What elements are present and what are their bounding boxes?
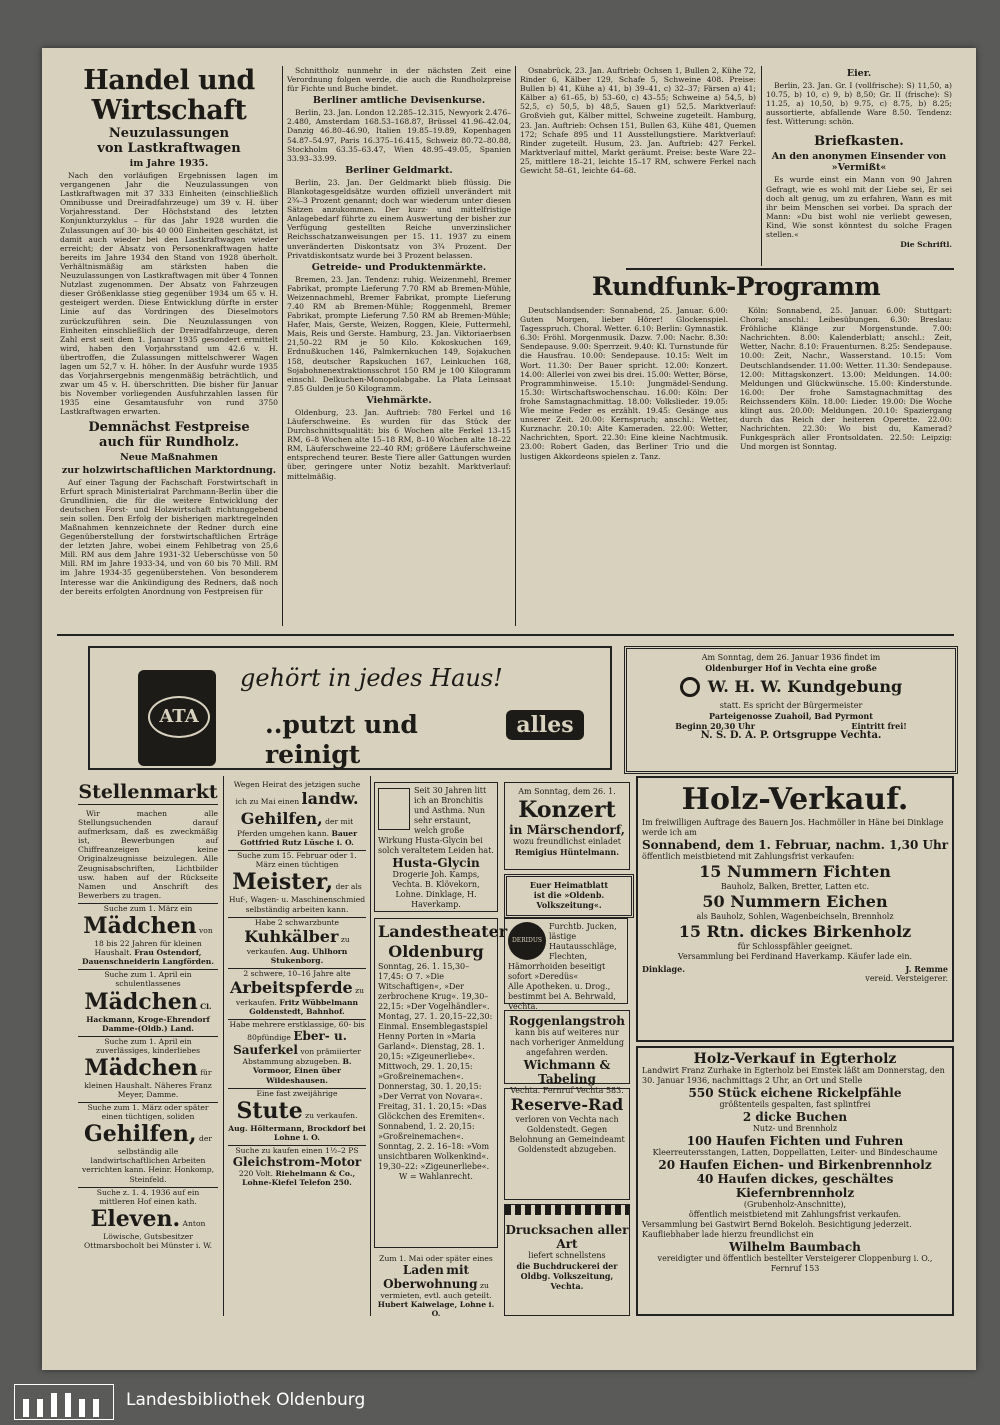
article-body: Es wurde einst ein Mann von 90 Jahren Gefragt, wie es wohl mit der Liebe sei, Er sei doch alt genug, um zu erfahren, Wann es mit ihr beim Menschen sei vorbei. Da sprach der Mann: »Du bist wohl nie verliebt gewesen, Kind, Wie sonst könntest du solche Fragen stellen.« — [766, 175, 952, 240]
ad-text: Drogerie Joh. Kamps, Vechta. B. Klövekorn, Lohne. Dinklage, H. Haverkamp. — [392, 870, 480, 909]
article-subheadline: Neue Maßnahmen — [120, 451, 218, 463]
ad-text: Suche zum 15. Februar oder 1. März einen tüchtigen — [237, 851, 357, 870]
radio-column-right — [740, 306, 952, 628]
ad-text: ist die »Oldenb. Volkszeitung«. — [533, 890, 605, 910]
ad-headline: Sonnabend, dem 1. Februar, nachm. 1,30 Uhr — [642, 838, 949, 852]
ad-text: Nutz- und Brennholz — [752, 1124, 838, 1133]
ad-text: kann bis auf weiteres nur nach vorheriger Anmeldung angefahren werden. — [509, 1028, 625, 1057]
article-body: Bremen, 23. Jan. Tendenz: ruhig. Weizenmehl, Bremer Fabrikat, prompte Lieferung 7.70 RM ab Bremen-Mühle, Weizennachmehl, Bremer Fabrikat, prompte Lieferung 7.40 RM ab Bremen-Mühle; Roggenmehl, Bremer Fabrikat, prompte Lieferung 7.50 RM ab Bremen-Mühle; Hafer, Mais, Gerste, Weizen, Roggen, Kleie, Futtermehl, Mais, Reis und Gerste. Hamburg, 23. Jan. Viktoriaerbsen 21,50–22 RM je 50 Kilo. Kokoskuchen 169, Erdnußkuchen 146, Palmkernkuchen 149, Sojakuchen 158, deutscher Rapskuchen 167, Leinkuchen 168, Sojabohnenextraktionsschrot 150 RM je 100 Kilogramm einschl. Delkuchen-Monopolabgabe. La Plata Leinsaat 7.85 Gulden je 50 Kilogramm. — [287, 274, 511, 393]
ad-headline: Eber- u. Sauferkel — [233, 1029, 347, 1058]
ad-text: (Grubenholz-Anschnitte), — [743, 1200, 847, 1209]
section-rule — [626, 268, 954, 270]
decorative-border-icon — [505, 1205, 629, 1215]
ad-text: Habe 2 schwarzbunte — [254, 917, 340, 927]
ad-headline: Eleven. — [90, 1205, 181, 1232]
ad-text: öffentlich meistbietend mit Zahlungsfrist verkaufen. — [688, 1210, 902, 1219]
ad-text: Anton Löwische, Gutsbesitzer Ottmarsbocholt bei Münster i. W. — [83, 1218, 212, 1250]
ad-text: N. S. D. A. P. Ortsgruppe Vechta. — [700, 730, 882, 741]
ad-text: statt. Es spricht der Bürgermeister — [719, 701, 863, 710]
article-body: Berlin, 23. Jan. Gr. I (vollfrische): S) 11,50, a) 10.75, b) 10, c) 9, b) 8,50; Gr. II (frische): S) 11.25, a) 10,50, b) 9.75, c) 8.75, b) 8.25; aussortierte, abfallende Ware 8.50. Tendenz: fest. Witterung: schön. — [766, 81, 952, 127]
article-body: Berlin, 23. Jan. Der Geldmarkt blieb flüssig. Die Blankotagesgeldsätze wurden offiziell unverändert mit 2¾–3 Prozent genannt; doch war wiederum unter diesen Sätzen anzukommen. Der kurz- und mittelfristige Anlagebedarf führte zu einem Auswertung der bisher zur Verfügung gestellten Reiche unverzinslicher Reichsschatzanweisungen per 15. 11. 1937 zu einem unveränderten Diskontsatz von 3¾ Prozent. Der Privatdiskontsatz wurde bei 3 Prozent belassen. — [287, 177, 511, 260]
timber-sale-ad — [636, 776, 954, 1042]
ad-text: für Schlosspfähler geeignet. — [737, 942, 853, 951]
ad-title: Holz-Verkauf in Egterholz — [693, 1051, 897, 1067]
article-headline: Demnächst Festpreise — [88, 419, 250, 435]
ad-headline: Roggenlangstroh — [509, 1014, 625, 1028]
ad-text: Versammlung bei Ferdinand Haverkamp. Käufer lade ein. — [677, 952, 913, 961]
ad-headline: Wichmann & Tabeling — [523, 1058, 611, 1086]
ad-text: der als Huf-, Wagen- u. Maschinenschmied selbständig arbeiten kann. — [228, 882, 366, 914]
ad-text: Frau Ostendorf, Dauenschneiderin Langförden. — [82, 948, 214, 967]
ad-text: Suche zum 1. März oder später einen tüchtigen, soliden — [87, 1103, 209, 1122]
shop-rental-ad — [374, 1254, 498, 1318]
ad-text: für kleinen Haushalt. Näheres Franz Meyer, Damme. — [84, 1067, 212, 1099]
ad-text: Vechta. Fernruf Vechta 583. — [510, 1086, 624, 1095]
ad-text: zu verkaufen. — [235, 986, 365, 1008]
ad-headline: 2 dicke Buchen — [742, 1110, 848, 1124]
section-title: Handel und Wirtschaft — [83, 65, 255, 126]
article-body: Deutschlandsender: Sonnabend, 25. Januar. 6.00: Guten Morgen, lieber Hörer! Glockenspiel. Tagesspruch. Choral. Wetter. 6.10: Berlin: Gymnastik. 6.30: Fröhl. Morgenmusik. Dazw. 7.00: Nachr. 8.30: Sendepause. 9.00: Sperrzeit. 9.40: Kl. Turnstunde für die Hausfrau. 10.00: Sendepause. 10.15: Welt im Wort. 11.30: Der Bauer spricht. 12.00: Konzert. 14.00: Allerlei von zwei bis drei. 15.00: Wetter, Börse, Programmhinweise. 15.10: Jungmädel-Sendung. 15.30: Wirtschaftswochenschau. 16.00: Köln: Der frohe Samstagnachmittag. 18.00: Volkslieder. 19.05: Wie meine Feder es erzählt. 19.45: Gesänge aus unserer Zeit. 20.00: Kernspruch; anschl.: Wetter, Kurznachr. 20.10: Alte Kameraden. 22.00: Wetter, Nachrichten, Sport. 22.30: Eine kleine Nachtmusik. 23.00: Robert Gaden, das Berliner Trio und die lustigen Akkordeons spielen z. Tanz. — [520, 306, 728, 461]
ad-text: Oldenburger Hof in Vechta eine große — [705, 663, 877, 673]
ata-brand: ATA — [148, 696, 210, 738]
timber-sale-egterholz-ad — [636, 1046, 954, 1316]
library-footer — [0, 1378, 1000, 1425]
ata-slogan: gehört in jedes Haus! — [240, 664, 503, 692]
deridus-logo-icon: DERIDUS — [508, 922, 546, 960]
ad-headline: Laden — [402, 1263, 444, 1278]
ad-title: Holz-Verkauf. — [681, 782, 909, 817]
ad-headline: Meister, — [232, 869, 334, 896]
ad-text: zu verkaufen. — [246, 934, 350, 956]
ad-text: von 18 bis 22 Jahren für kleinen Haushalt. — [94, 926, 213, 958]
ad-text: Alle Apotheken. u. Drog., bestimmt bei A. Behrwald, Vechta. — [508, 982, 616, 1011]
ad-text: Bauer Gottfried Rutz Lüsche i. O. — [240, 829, 358, 848]
article-subheadline: im Jahre 1935. — [129, 158, 209, 169]
ata-slogan-badge: alles — [506, 710, 584, 740]
ad-headline: Husta-Glycin — [392, 856, 480, 870]
ad-text: Euer Heimatblatt — [529, 880, 609, 890]
ad-text: Remigius Hüntelmann. — [514, 847, 620, 857]
job-market-column — [78, 780, 218, 1320]
theater-ad — [374, 918, 508, 1248]
ad-text: Fritz Wübbelmann Goldenstedt, Bahnhof. — [249, 998, 359, 1017]
ad-text: Suche zum 1. März ein — [103, 903, 193, 913]
ad-text: Wegen Heirat des jetzigen suche ich zu Mai einen — [233, 780, 361, 807]
ad-text: größtenteils gespalten, fast splintfrei — [719, 1100, 871, 1109]
printing-ad — [504, 1204, 630, 1316]
ad-headline: mit Oberwohnung — [383, 1263, 478, 1292]
ad-text: 220 Volt. — [238, 1168, 274, 1178]
ad-headline: Stute — [236, 1097, 303, 1124]
column-rule — [761, 66, 762, 266]
ad-headline: Drucksachen aller Art — [505, 1223, 629, 1251]
ad-text: Habe mehrere erstklassige, 60- bis 80pfündige — [229, 1020, 365, 1043]
ad-headline: 15 Rtn. dickes Birkenholz — [678, 922, 912, 941]
ad-text: Seit 30 Jahren litt ich an Bronchitis und Asthma. Nun sehr erstaunt, welch große Wirkung Husta-Glycin bei solch veraltetem Leiden hat. — [378, 786, 494, 855]
library-building-icon — [14, 1384, 114, 1420]
article-body: Berlin, 23. Jan. London 12.285–12.315, Newyork 2.476–2.480, Amsterdam 168.53–168.87, Brüssel 41.96–42.04, Danzig 46.80–46.90, Italien 19.85–19.89, Kopenhagen 54.87–54.97, Paris 16.375–16.415, Schweiz 80.72–80.88, Stockholm 63.35–63.47, Wien 48.95–49.05, Spanien 33.93–33.99. — [287, 108, 511, 163]
ad-headline: 40 Haufen dickes, geschältes Kiefernbrennholz — [696, 1172, 894, 1200]
ad-text: Aug. Uhlhorn Stukenborg. — [270, 946, 348, 965]
ad-text: von prämiierter Abstammung abzugeben. — [242, 1047, 361, 1067]
ad-text: Riehelmann & Co., Lohne-Kiefel Telefon 250. — [242, 1168, 356, 1188]
article-body: Schnittholz nunmehr in der nächsten Zeit eine Verordnung folgen werde, die auch die Rundholzpreise für Fichte und Buche bindet. — [287, 66, 511, 94]
ad-text: öffentlich meistbietend mit Zahlungsfrist verkaufen: — [642, 852, 855, 861]
ad-headline: Landestheater Oldenburg — [378, 922, 508, 961]
ad-headline: Mädchen — [84, 988, 198, 1015]
article-headline: Neuzulassungen — [108, 126, 230, 141]
library-name: Landesbibliothek Oldenburg — [126, 1390, 366, 1410]
ad-headline: 20 Haufen Eichen- und Birkenbrennholz — [658, 1158, 932, 1172]
ad-text: vereidigter und öffentlich bestellter Versteigerer Cloppenburg i. O., Fernruf 153 — [657, 1254, 933, 1273]
ad-text: Cl. Hackmann, Kroge-Ehrendorf Damme-(Oldb.) Land. — [86, 1001, 212, 1033]
ad-text: zu verkaufen. — [305, 1110, 358, 1120]
article-body: Wir machen alle Stellungsuchenden darauf aufmerksam, daß es zweckmäßig ist, Bewerbungen auf Chiffreanzeigen keine Originalzeugnisse beizulegen. Alle Zeugnisabschriften, Lichtbilder usw. haben auf der Rückseite Namen und Anschrift des Bewerbers zu tragen. — [78, 809, 218, 900]
section-rule — [57, 634, 954, 636]
ad-text: Sonntag, 26. 1. 15,30–17,45: O 7. »Die Witschaftigen«, »Der zerbrochene Krug«. 19,30–22,15: »Der Vogelhändler«. Montag, 27. 1. 20,15–22,30: Einmal. Ensemblegastspiel Henny Porten in »Maria Garland«. Dienstag, 28. 1. 20,15: »Zigeunerliebe«. Mittwoch, 29. 1. 20,15: »Großreinemachen«. Donnerstag, 30. 1. 20,15: »Der Verrat von Novara«. Freitag, 31. 1. 20,15: »Das Glöckchen des Eremiten«. Sonnabend, 1. 2. 20,15: »Großreinemachen«. Sonntag, 2. 2. 16–18: »Vom unsichtbaren Wolkenkind«. 19,30–22: »Zigeunerliebe«. — [378, 962, 493, 1171]
ad-headline: 100 Haufen Fichten und Fuhren — [686, 1134, 904, 1148]
ad-text: Am Sonntag, dem 26. 1. — [518, 787, 616, 796]
ad-text: Suche zu kaufen einen 1½–2 PS — [235, 1145, 359, 1155]
article-body: Nach den vorläufigen Ergebnissen lagen im vergangenen Jahr die Neuzulassungen von Lastkraftwagen mit 37 333 Einheiten (einschließlich Omnibusse und Dreiradfahrzeuge) um 39 v. H. über Vorjahresstand. Der Höchststand des letzten Konjunkturzyklus – für das Jahr 1928 wurden die Zulassungen auf 30- bis 40 000 Einheiten geschätzt, ist damit auch wieder bei den Lastkraftwagen wieder erreicht; der Absatz von Personenkraftwagen hatte bereits im Jahre 1934 den Stand von 1928 überholt. Verhältnismäßig am stärksten haben die Neuzulassungen von Lastkraftwagen mit über 4 Tonnen Nutzlast zugenommen. Der Absatz von Fahrzeugen dieser Größenklasse stieg gegenüber 1934 um 65 v. H. gesteigert werden. Diese Entwicklung dürfte in erster Linie auf das Vordringen des Dieselmotors zurückzuführen sein. Die Neuzulassungen von Einheiten einschließlich der Dreiradfahrzeuge, deren Zahl erst seit dem 1. Januar 1935 gesondert ermittelt wird, haben den Vorjahrsstand um 42.6 v. H. übertroffen, die Zulassungen mittelschwerer Wagen lagen um 52,7 v. H. höher. In der Ausfuhr wurde 1935 das Vorjahrsergebnis mengenmäßig beträchtlich, und zwar um 45 v. H. überschritten. Die bisher für Januar bis November vorliegenden Ausfuhrzahlen lassen für 1935 eine Gesamtausfuhr von rund 3750 Lastkraftwagen erwarten. — [60, 171, 278, 417]
ad-headline: 50 Nummern Eichen — [702, 892, 888, 911]
ad-headline: 15 Nummern Fichten — [699, 862, 891, 881]
article-body: Oldenburg, 23. Jan. Auftrieb: 780 Ferkel und 16 Läuferschweine. Es wurden für das Stück der Durchschnittsqualität: bis 6 Wochen alte Ferkel 13–15 RM, 6–8 Wochen alte 15–18 RM, 8–10 Wochen alte 18–22 RM, Läuferschweine 22–40 RM; größere Läuferschweine entsprechend teurer. Beste Tiere aller Gattungen wurden über, geringere unter Notiz bezahlt. Marktverlauf: mittelmäßig. — [287, 407, 511, 481]
ad-text: vereid. Versteigerer. — [865, 974, 948, 983]
ata-advertisement — [88, 646, 612, 770]
ad-headline: Gleichstrom-Motor — [232, 1154, 362, 1169]
straw-ad — [504, 1010, 630, 1095]
ad-text: Suche zum 1. April ein schulentlassenes — [104, 970, 192, 989]
ad-text: Landwirt Franz Zurhake in Egterholz bei Emstek läßt am Donnerstag, den 30. Januar 1936, nachmittags 2 Uhr, an Ort und Stelle — [642, 1066, 945, 1085]
column-rule — [282, 66, 283, 626]
article-subheadline: An den anonymen Einsender von »Vermißt« — [771, 151, 947, 174]
ad-text: Hubert Kaiwelage, Lohne i. O. — [377, 1300, 495, 1319]
ad-text: die Buchdruckerei der Oldbg. Volkszeitung, Vechta. — [516, 1261, 618, 1291]
article-headline: auch für Rundholz. — [99, 434, 239, 450]
ad-headline: Wilhelm Baumbach — [729, 1240, 861, 1254]
ad-text: Parteigenosse Zuahoil, Bad Pyrmont — [709, 711, 873, 721]
heimatblatt-ad — [504, 874, 634, 918]
ad-text: wozu freundlichst einladet — [513, 837, 621, 846]
ad-text: Aug. Höltermann, Brockdorf bei Lohne i. O. — [228, 1123, 366, 1142]
ad-headline: Kuhkälber — [244, 926, 339, 946]
article-subheadline: zur holzwirtschaftlichen Marktordnung. — [61, 464, 277, 476]
ad-headline: Arbeitspferde — [229, 978, 353, 998]
ad-text: liefert schnellstens — [528, 1251, 606, 1260]
radio-program — [520, 272, 952, 630]
ad-text: Versammlung bei Gastwirt Bernd Bokeloh. Besichtigung jederzeit. Kaufliebhaber lade hierzu freundlichst ein — [642, 1220, 912, 1239]
ad-title: W. H. W. Kundgebung — [707, 677, 903, 696]
section-title: Stellenmarkt — [78, 781, 218, 803]
concert-ad — [504, 782, 630, 870]
ad-text: Eine fast zweijährige — [256, 1088, 338, 1098]
ad-headline: Mädchen — [84, 1054, 198, 1081]
ad-text: als Bauholz, Sohlen, Wagenbeichseln, Brennholz — [696, 912, 894, 921]
column-rule — [515, 66, 516, 626]
article-subheadline: Eier. — [846, 68, 872, 79]
section-title: Rundfunk-Programm — [591, 272, 881, 301]
ad-text: Bauholz, Balken, Bretter, Latten etc. — [720, 882, 870, 891]
ad-headline: 550 Stück eichene Rickelpfähle — [688, 1086, 902, 1100]
ad-text: verloren von Vechta nach Goldenstedt. Gegen Belohnung an Gemeindeamt Goldenstedt abzugeben. — [509, 1115, 625, 1154]
market-column — [287, 66, 511, 626]
ad-text: zu vermieten, evtl. auch geteilt. — [380, 1281, 492, 1301]
deridus-ad — [504, 918, 628, 1011]
ad-text: Furchtb. Jucken, lästige Hautausschläge, Flechten, Hämorrhoiden beseitigt sofort »Deredüs« — [508, 922, 617, 981]
article-subheadline: Berliner Geldmarkt. — [345, 164, 453, 176]
ad-text: Beginn 20,30 Uhr — [675, 721, 755, 731]
ad-text: W = Wahlanrecht. — [399, 1172, 473, 1181]
ad-text: J. Remme — [905, 964, 948, 974]
ad-headline: in Märschendorf, — [509, 823, 625, 837]
ad-text: Kleerreutersstangen, Latten, Doppellatten, Leiter- und Bindeschaume — [652, 1148, 938, 1157]
lost-wheel-ad — [504, 1088, 630, 1200]
ad-text: Eintritt frei! — [851, 721, 907, 731]
article-body: Köln: Sonnabend, 25. Januar. 6.00: Stuttgart: Choral; anschl.: Leibesübungen. 6.30: Breslau: Fröhliche Klänge zur Morgenstunde. 7.00: Nachrichten. 8.00: Kalenderblatt; anschl.: Zeit, Wetter, Nachr. 8.10: Frauenturnen. 8.25: Sendepause. 10.00: Zeit, Nachr., Wasserstand. 10.15: Vom Deutschlandsender. 11.00: Wetter. 11.30: Sendepause. 12.00: Mittagskonzert. 13.00: Meldungen. 14.00: Meldungen und Glückwünsche. 15.00: Kinderstunde. 16.00: Der frohe Samstagnachmittag des Reichssenders Köln. 18.00: Lieder. 19.00: Die Woche klingt aus. 20.00: Meldungen. 20.10: Spaziergang durch das Reich der heiteren Operette. 22.00: Nachrichten. 22.30: Wo bist du, Kamerad? Funkgespräch aller Frontsoldaten. 22.50: Leipzig: Und morgen ist Sonntag. — [740, 306, 952, 452]
ad-text: B. Vormoor, Einen über Wildeshausen. — [252, 1057, 352, 1085]
ad-text: der mit Pferden umgehen kann. — [236, 817, 354, 839]
ad-text: der selbständig alle landwirtschaftlichen Arbeiten verrichten kann. Heinr. Honkomp, Steinfeld. — [82, 1134, 214, 1184]
article-subheadline: Berliner amtliche Devisenkurse. — [312, 95, 486, 107]
ad-headline: landw. Gehilfen, — [240, 789, 359, 829]
livestock-report — [520, 66, 756, 262]
article-headline: Briefkasten. — [814, 134, 904, 150]
whw-advertisement — [624, 646, 958, 774]
article-subheadline: Getreide- und Produktenmärkte. — [311, 261, 487, 273]
signature: Die Schriftl. — [900, 240, 952, 250]
ad-text: Dinklage. — [642, 964, 686, 974]
ad-headline: Konzert — [518, 797, 616, 823]
article-headline: von Lastkraftwagen — [97, 141, 241, 156]
article-body: Osnabrück, 23. Jan. Auftrieb: Ochsen 1, Bullen 2, Kühe 72, Rinder 6, Kälber 129, Schafe 5, Schweine 408. Preise: Bullen b) 41, Kühe a) 41, b) 39–41, c) 32–37; Färsen a) 41; Kälber a) 61–65, b) 53–60, c) 43–55; Schweine a) 54,5, b) 52,5, c) 50,5, b) 48,5, Sauen g1) 52,5. Marktverlauf: Großvieh gut, Kälber mittel, Schweine zugeteilt. Hamburg, 23. Jan. Auftrieb: Ochsen 151, Bullen 63, Kühe 481, Quemen 172; Schafe 895 und 11 Ausstellungstiere. Marktverlauf: Rinder zugeteilt. Husum, 23. Jan. Auftrieb: 427 Ferkel. Marktverlauf mittel, Markt geräumt. Preise: beste Ware 22–25, mittlere 18–21, leichte 15–17 RM, schwere Ferkel nach Gewicht 58–61, leichte 64–68. — [520, 66, 756, 176]
radio-column-left — [520, 306, 728, 628]
ad-text: Am Sonntag, dem 26. Januar 1936 findet im — [701, 653, 881, 662]
ad-headline: Gehilfen, — [83, 1121, 197, 1148]
ad-text: Suche z. 1. 4. 1936 auf ein mittleren Hof einen kath. — [96, 1187, 200, 1206]
ad-headline: Mädchen — [83, 913, 197, 940]
ad-text: Zum 1. Mai oder später eines — [379, 1254, 493, 1263]
ad-text: 2 schwere, 10–16 Jahre alte — [243, 968, 351, 978]
husta-glycin-ad — [374, 782, 498, 912]
ata-slogan: ..putzt und reinigt — [265, 710, 418, 769]
classified-ads-column — [228, 780, 366, 1320]
article-subheadline: Viehmärkte. — [366, 394, 432, 406]
ata-package-icon — [138, 670, 216, 766]
portrait-icon — [378, 788, 410, 830]
ad-headline: Reserve-Rad — [510, 1095, 624, 1114]
article-body: Auf einer Tagung der Fachschaft Forstwirtschaft in Erfurt sprach Ministerialrat Parchmann-Berlin über die Grundlinien, die für die weitere Entwicklung der deutschen Forst- und Holzwirtschaft richtunggebend sein sollen. Den Erfolg der bisherigen marktregelnden Maßnahmen kennzeichnete der Redner durch eine Gegenüberstellung der forstwirtschaftlichen Erträge der letzten Jahre, wobei einem Fehlbetrag von 25,6 Mill. RM aus dem Jahre 1931-32 Ueberschüsse von 50 Mill. RM im Jahre 1933-34, und von 60 bis 70 Mill. RM im Jahre 1934-35 gegenüberstehen. Von besonderem Interesse war die Ankündigung des Redners, daß noch der bereits erfolgten Anordnung von Festpreisen für — [60, 477, 278, 596]
left-news-column — [60, 66, 278, 626]
eggs-and-letters-column — [766, 66, 952, 266]
ad-text: Im freiwilligen Auftrage des Bauern Jos. Hachmöller in Häne bei Dinklage werde ich am — [642, 818, 944, 837]
ring-icon — [680, 677, 700, 697]
ad-text: Suche zum 1. April ein zuverlässiges, kinderliebes — [95, 1036, 201, 1055]
